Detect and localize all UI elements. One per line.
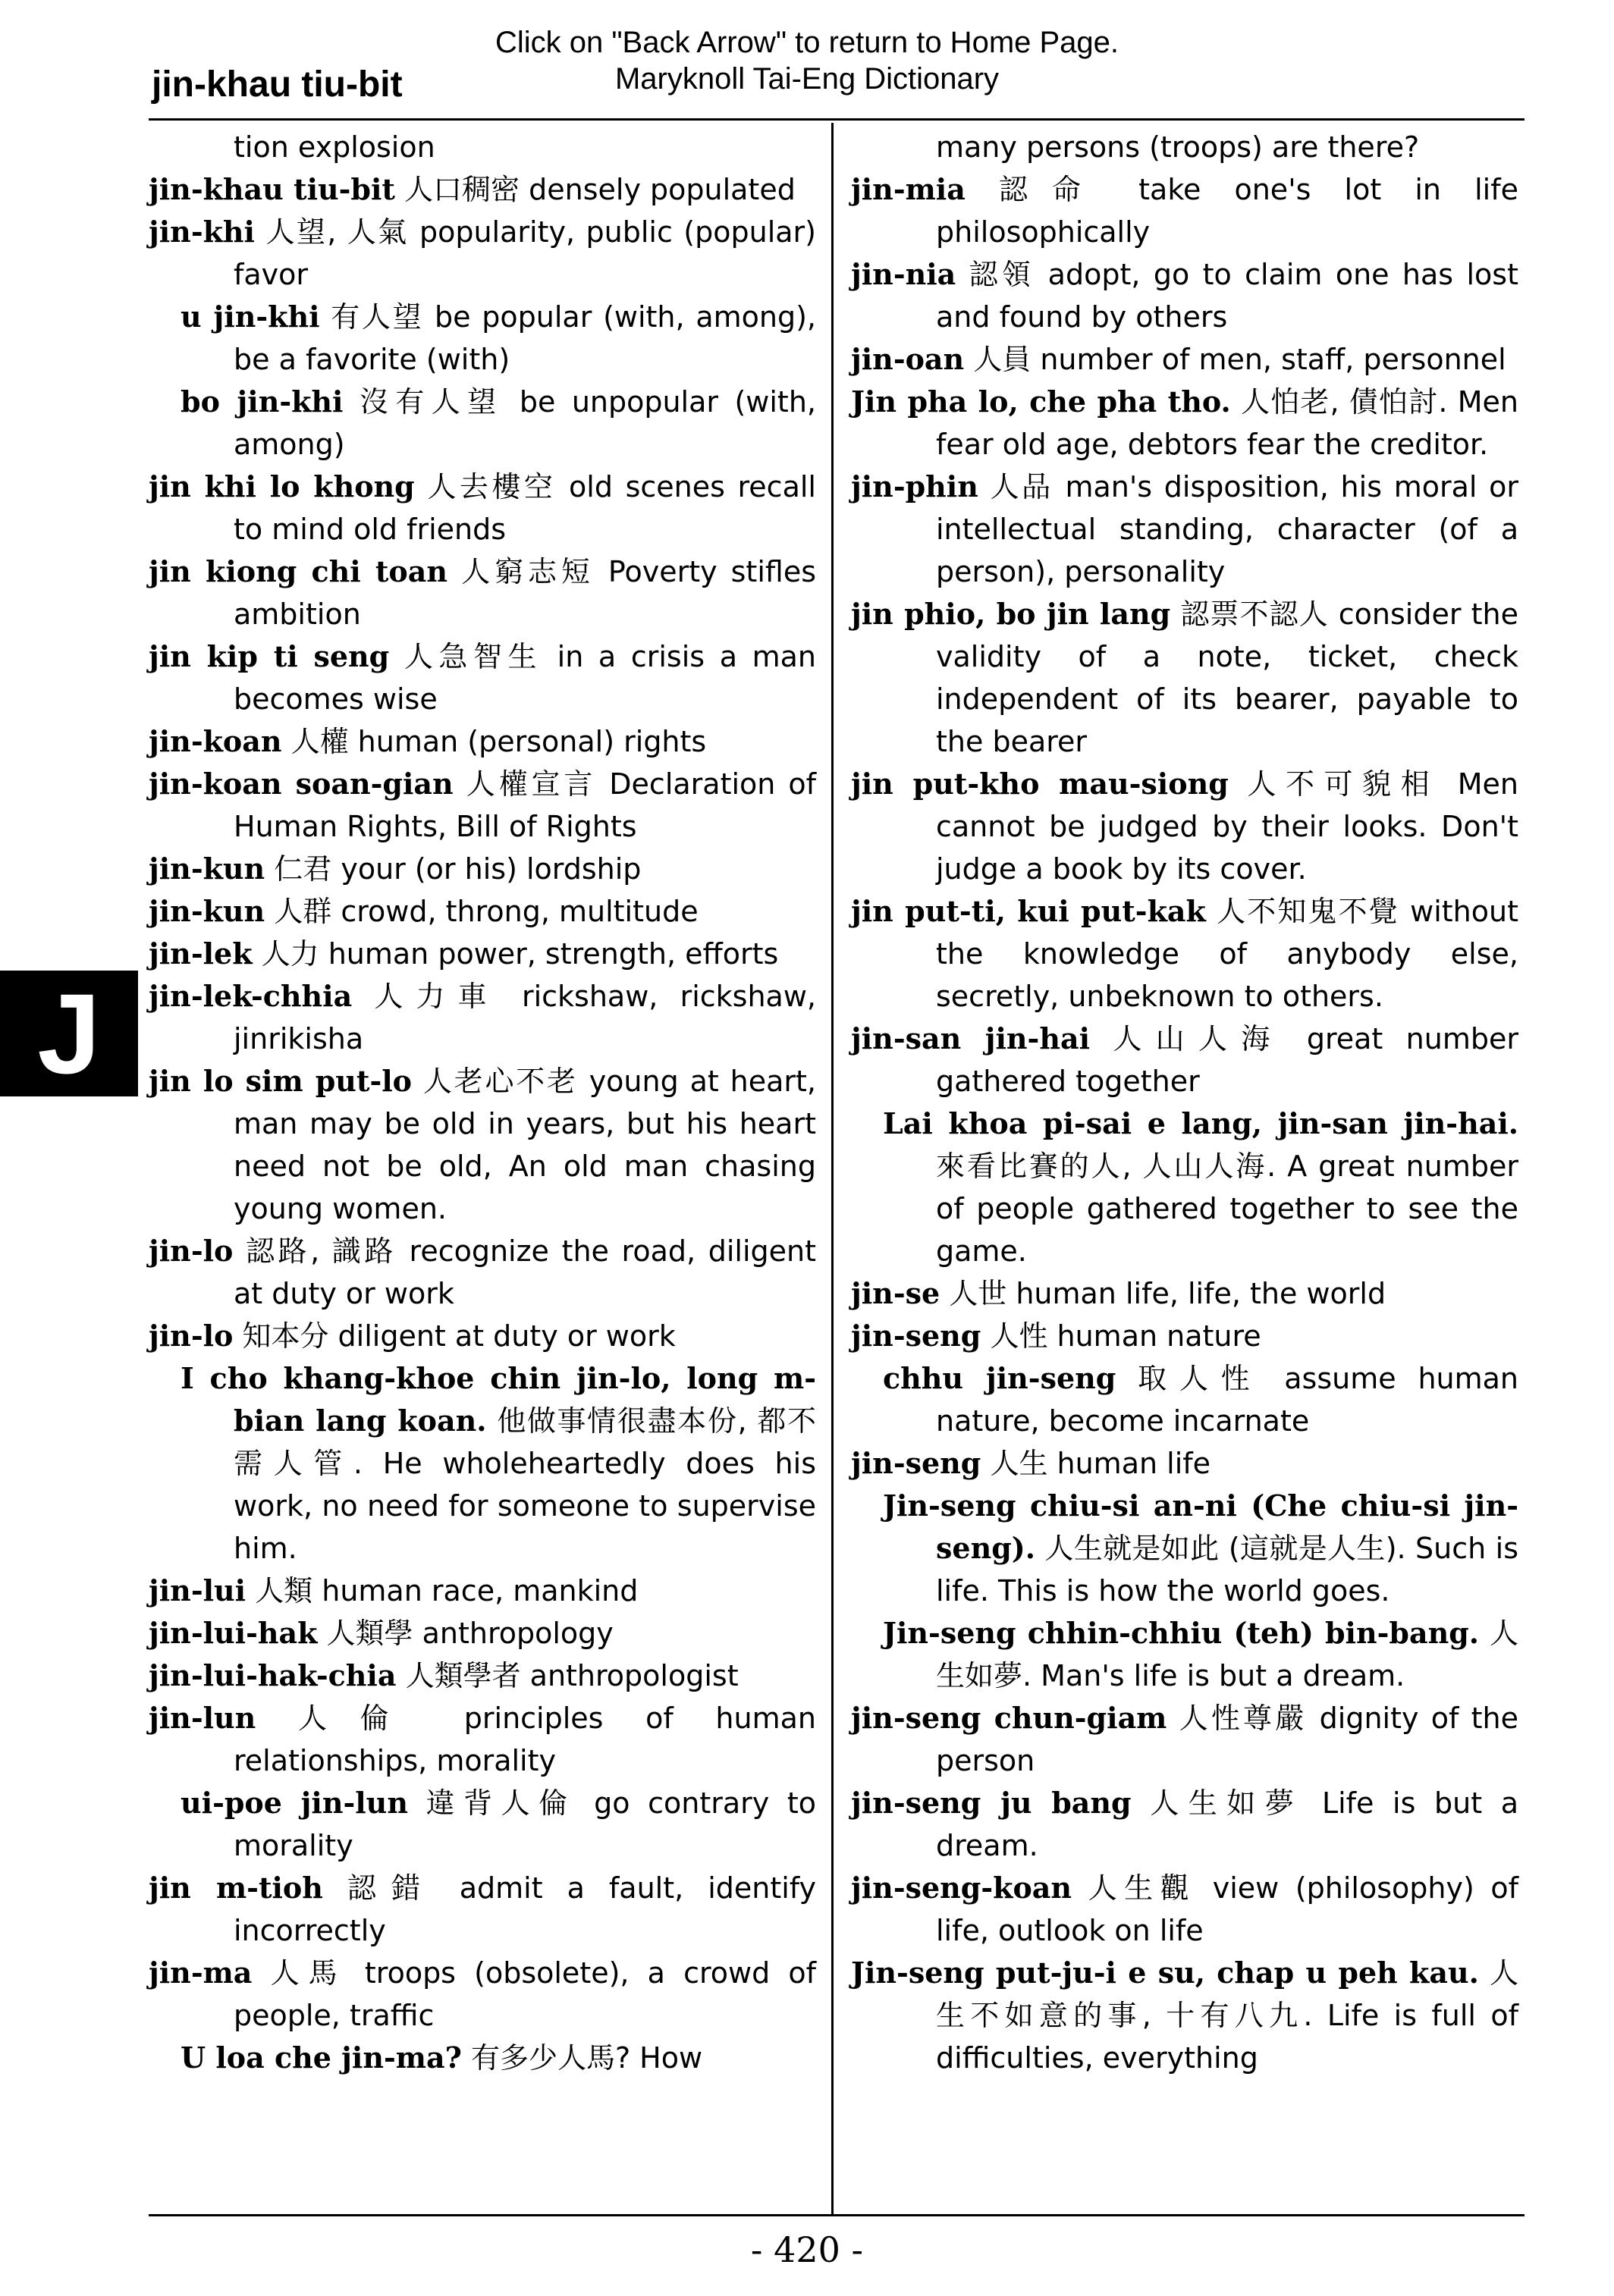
- entry-headword: ui-poe jin-lun: [181, 1786, 408, 1820]
- entry-headword: jin-seng: [851, 1446, 981, 1480]
- entry-gloss: 人權宣言 Declaration of Human Rights, Bill of Rights: [234, 767, 816, 843]
- dictionary-entry: [851, 593, 1518, 763]
- entry-gloss: 人力 human power, strength, efforts: [252, 937, 779, 971]
- entry-gloss: many persons (troops) are there?: [936, 130, 1420, 164]
- running-head: jin-khau tiu-bit: [152, 64, 403, 105]
- entry-headword: jin khi lo khong: [149, 469, 415, 503]
- entry-gloss: 人類學者 anthropologist: [396, 1659, 739, 1692]
- column-divider: [831, 123, 834, 2216]
- dictionary-entry: [851, 1485, 1518, 1612]
- entry-headword: jin-koan: [149, 724, 282, 758]
- back-arrow-instruction: Click on "Back Arrow" to return to Home Page.: [495, 26, 1119, 59]
- entry-gloss: 認錯 admit a fault, identify incorrectly: [234, 1871, 816, 1947]
- footer-rule: [149, 2214, 1525, 2216]
- entry-headword: Jin-seng chhin-chhiu (teh) bin-bang.: [883, 1616, 1479, 1650]
- dictionary-entry: [149, 933, 816, 975]
- dictionary-entry: [149, 1060, 816, 1230]
- entry-gloss: 人類 human race, mankind: [246, 1574, 639, 1608]
- entry-headword: jin-lek: [149, 936, 253, 971]
- entry-gloss: 仁君 your (or his) lordship: [265, 852, 642, 886]
- dictionary-entry: [851, 763, 1518, 890]
- entry-gloss: 人不知鬼不覺 without the knowledge of anybody else, secretly, unbeknown to others.: [936, 895, 1518, 1013]
- entry-gloss: 人類學 anthropology: [317, 1617, 614, 1650]
- entry-gloss: 有人望 be popular (with, among), be a favorite (with): [234, 300, 817, 376]
- dictionary-entry: [149, 2037, 816, 2079]
- dictionary-entry: [149, 1612, 816, 1655]
- dictionary-entry: [149, 635, 816, 720]
- entry-gloss: 人生就是如此 (這就是人生). Such is life. This is how the world goes.: [936, 1532, 1518, 1608]
- entry-gloss: 人生不如意的事, 十有八九. Life is full of difficulties, everything: [936, 1956, 1518, 2075]
- entry-gloss: 來看比賽的人, 人山人海. A great number of people gathered together to see the game.: [936, 1150, 1518, 1268]
- entry-headword: jin-khi: [149, 215, 255, 249]
- entry-headword: jin phio, bo jin lang: [851, 597, 1171, 631]
- entry-gloss: 人馬 troops (obsolete), a crowd of people, traffic: [234, 1956, 816, 2032]
- dictionary-entry: [149, 1782, 816, 1867]
- entry-gloss: 人山人海 great number gathered together: [936, 1022, 1518, 1098]
- entry-headword: I cho khang-khoe chin jin-lo, long m-bian lang koan.: [181, 1361, 816, 1438]
- entry-headword: jin-ma: [149, 1956, 253, 1990]
- dictionary-entry: [851, 253, 1518, 338]
- entry-gloss: 違背人倫 go contrary to morality: [234, 1786, 817, 1862]
- entry-headword: jin-lui-hak-chia: [149, 1658, 397, 1692]
- dictionary-entry: [851, 1442, 1518, 1485]
- dictionary-entry: [149, 1315, 816, 1357]
- dictionary-entry: [851, 1867, 1518, 1952]
- entry-gloss: 人老心不老 young at heart, man may be old in years, but his heart need not be old, An old man chasing young women.: [234, 1065, 816, 1225]
- dictionary-entry: [851, 890, 1518, 1018]
- entry-headword: jin-san jin-hai: [851, 1021, 1091, 1055]
- entry-gloss: 人口稠密 densely populated: [394, 173, 796, 206]
- entry-headword: jin-lui-hak: [149, 1616, 318, 1650]
- entry-gloss: 人望, 人氣 popularity, public (popular) favor: [234, 215, 816, 291]
- entry-gloss: 人窮志短 Poverty stifles ambition: [234, 555, 816, 631]
- entry-headword: jin m-tioh: [149, 1871, 323, 1905]
- entry-headword: bo jin-khi: [181, 384, 344, 419]
- entry-gloss: 人生觀 view (philosophy) of life, outlook on life: [936, 1871, 1518, 1947]
- thumb-index-tab: J: [0, 971, 138, 1096]
- entry-headword: chhu jin-seng: [883, 1361, 1116, 1395]
- dictionary-entry: [149, 466, 816, 550]
- dictionary-entry: [851, 1612, 1518, 1697]
- entry-gloss: 有多少人馬? How: [461, 2041, 703, 2075]
- dictionary-entry: [149, 168, 816, 211]
- entry-headword: Jin-seng chiu-si an-ni (Che chiu-si jin-seng).: [883, 1488, 1518, 1565]
- dictionary-entry: [851, 381, 1518, 466]
- dictionary-entry: [851, 466, 1518, 593]
- dictionary-entry: [149, 1230, 816, 1315]
- entry-gloss: 人權 human (personal) rights: [281, 725, 707, 758]
- entry-gloss: 人性 human nature: [981, 1319, 1261, 1353]
- entry-gloss: 人不可貌相 Men cannot be judged by their looks. Don't judge a book by its cover.: [936, 767, 1518, 886]
- dictionary-entry: [149, 720, 816, 763]
- dictionary-entry: [149, 763, 816, 848]
- entry-gloss: tion explosion: [234, 130, 435, 164]
- entry-headword: U loa che jin-ma?: [181, 2040, 462, 2075]
- dictionary-entry: [851, 1315, 1518, 1357]
- entry-headword: jin-lo: [149, 1319, 234, 1353]
- entry-headword: jin kip ti seng: [149, 639, 390, 673]
- entry-headword: jin-seng ju bang: [851, 1786, 1132, 1820]
- dictionary-entry: [851, 168, 1518, 253]
- dictionary-entry: [149, 1655, 816, 1697]
- entry-headword: jin-kun: [149, 894, 265, 928]
- dictionary-entry: [851, 1697, 1518, 1782]
- dictionary-entry: [149, 1697, 816, 1782]
- dictionary-entry: [149, 1867, 816, 1952]
- dictionary-entry: [149, 126, 816, 168]
- dictionary-entry: [149, 1952, 816, 2037]
- entry-gloss: 認路, 識路 recognize the road, diligent at duty or work: [233, 1234, 816, 1310]
- entry-headword: jin lo sim put-lo: [149, 1064, 412, 1098]
- entry-gloss: 認命 take one's lot in life philosophically: [936, 173, 1518, 249]
- entry-gloss: 人生如夢. Man's life is but a dream.: [936, 1617, 1518, 1692]
- entry-headword: jin-khau tiu-bit: [149, 172, 395, 206]
- dictionary-entry: [149, 381, 816, 466]
- entry-gloss: 人性尊嚴 dignity of the person: [936, 1702, 1518, 1777]
- entry-gloss: 人生如夢 Life is but a dream.: [936, 1786, 1518, 1862]
- dictionary-entry: [851, 338, 1518, 381]
- entry-gloss: 人世 human life, life, the world: [940, 1277, 1386, 1310]
- entry-headword: jin-lek-chhia: [149, 979, 353, 1013]
- entry-headword: jin-nia: [851, 257, 956, 291]
- dictionary-entry: [851, 1952, 1518, 2079]
- dictionary-entry: [851, 1782, 1518, 1867]
- dictionary-entry: [851, 1018, 1518, 1103]
- entry-gloss: 取人性 assume human nature, become incarnate: [936, 1362, 1518, 1438]
- entry-headword: jin-seng: [851, 1319, 981, 1353]
- entry-headword: jin-phin: [851, 469, 978, 503]
- entry-headword: jin-oan: [851, 342, 965, 376]
- entry-headword: jin kiong chi toan: [149, 554, 448, 588]
- dictionary-title: Maryknoll Tai-Eng Dictionary: [614, 62, 1000, 96]
- entry-headword: Jin pha lo, che pha tho.: [851, 384, 1231, 419]
- entry-headword: jin-koan soan-gian: [149, 767, 454, 801]
- dictionary-entry: [851, 126, 1518, 168]
- entry-headword: Jin-seng put-ju-i e su, chap u peh kau.: [851, 1956, 1479, 1990]
- dictionary-entry: [851, 1357, 1518, 1442]
- entry-gloss: 人力車 rickshaw, rickshaw, jinrikisha: [234, 980, 816, 1055]
- entry-gloss: 他做事情很盡本份, 都不需人管. He wholeheartedly does his work, no need for someone to supervise him.: [234, 1404, 816, 1565]
- entry-gloss: 人倫 principles of human relationships, morality: [234, 1702, 816, 1777]
- left-column: [149, 126, 816, 2079]
- dictionary-entry: [149, 890, 816, 933]
- entry-gloss: 人員 number of men, staff, personnel: [964, 343, 1506, 376]
- dictionary-entry: [149, 550, 816, 635]
- header-rule: [149, 118, 1525, 121]
- entry-gloss: 人怕老, 債怕討. Men fear old age, debtors fear the creditor.: [936, 385, 1518, 461]
- entry-headword: u jin-khi: [181, 300, 320, 334]
- dictionary-entry: [149, 1357, 816, 1570]
- entry-gloss: 人品 man's disposition, his moral or intellectual standing, character (of a person), personality: [936, 470, 1518, 588]
- dictionary-entry: [149, 1570, 816, 1612]
- entry-headword: jin-mia: [851, 172, 966, 206]
- entry-headword: Lai khoa pi-sai e lang, jin-san jin-hai.: [883, 1106, 1518, 1140]
- entry-headword: jin-lo: [149, 1234, 234, 1268]
- entry-gloss: 人去樓空 old scenes recall to mind old friends: [234, 470, 816, 546]
- entry-headword: jin put-kho mau-siong: [851, 767, 1229, 801]
- entry-headword: jin-seng-koan: [851, 1871, 1072, 1905]
- dictionary-entry: [851, 1103, 1518, 1272]
- entry-gloss: 人群 crowd, throng, multitude: [265, 895, 699, 928]
- page-number: - 420 -: [750, 2229, 864, 2270]
- entry-gloss: 認領 adopt, go to claim one has lost and found by others: [936, 258, 1518, 334]
- dictionary-entry: [149, 975, 816, 1060]
- entry-gloss: 認票不認人 consider the validity of a note, ticket, check independent of its bearer, payable to the bearer: [936, 598, 1518, 758]
- entry-headword: jin-seng chun-giam: [851, 1701, 1167, 1735]
- entry-headword: jin-lun: [149, 1701, 256, 1735]
- dictionary-entry: [851, 1272, 1518, 1315]
- entry-headword: jin put-ti, kui put-kak: [851, 894, 1206, 928]
- entry-headword: jin-se: [851, 1276, 940, 1310]
- entry-headword: jin-kun: [149, 852, 265, 886]
- entry-gloss: 人急智生 in a crisis a man becomes wise: [234, 640, 816, 716]
- entry-gloss: 沒有人望 be unpopular (with, among): [234, 385, 816, 461]
- entry-gloss: 知本分 diligent at duty or work: [233, 1319, 676, 1353]
- entry-gloss: 人生 human life: [981, 1447, 1211, 1480]
- dictionary-entry: [149, 211, 816, 296]
- entry-headword: jin-lui: [149, 1573, 246, 1608]
- dictionary-entry: [149, 848, 816, 890]
- dictionary-entry: [149, 296, 816, 381]
- right-column: [851, 126, 1518, 2079]
